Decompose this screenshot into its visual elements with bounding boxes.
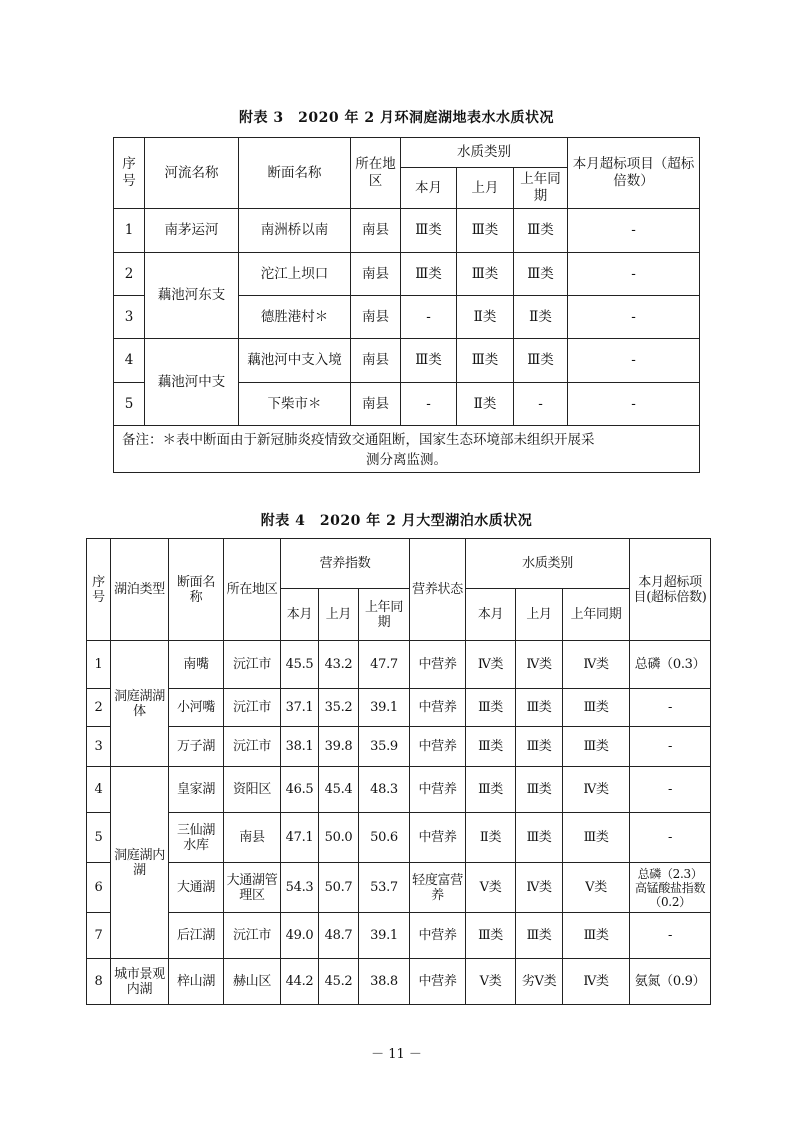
t4-cell-region: 资阳区 [224, 767, 281, 813]
t4-cell-wq-yoy: Ⅲ类 [563, 813, 630, 863]
t4-cell-section: 小河嘴 [169, 689, 224, 727]
t3-cell-prev: Ⅱ类 [457, 383, 514, 426]
t3-cell-cur: - [401, 296, 457, 339]
t4-cell-state: 中营养 [410, 913, 466, 959]
t4-header-tsi: 营养指数 [281, 539, 410, 589]
t3-cell-river: 藕池河中支 [145, 339, 239, 426]
t4-cell-tsi-cur: 54.3 [281, 863, 319, 913]
t3-cell-yoy: Ⅲ类 [514, 253, 568, 296]
t4-cell-wq-cur: Ⅲ类 [466, 913, 516, 959]
t4-cell-tsi-yoy: 53.7 [359, 863, 410, 913]
t4-cell-tsi-cur: 46.5 [281, 767, 319, 813]
t4-cell-state: 中营养 [410, 959, 466, 1005]
t3-cell-region: 南县 [351, 296, 401, 339]
t4-header-wq-prev: 上月 [516, 589, 563, 641]
t4-cell-wq-prev: Ⅲ类 [516, 913, 563, 959]
table-row [114, 253, 700, 296]
t4-header-section: 断面名称 [169, 539, 224, 641]
t4-cell-wq-cur: Ⅲ类 [466, 689, 516, 727]
t4-cell-tsi-yoy: 39.1 [359, 689, 410, 727]
t3-header-region: 所在地区 [351, 138, 401, 209]
t4-cell-tsi-prev: 45.4 [319, 767, 359, 813]
t4-cell-tsi-yoy: 39.1 [359, 913, 410, 959]
table3-title: 附表 3 2020 年 2 月环洞庭湖地表水水质状况 [239, 110, 554, 126]
t3-cell-seq: 3 [114, 296, 145, 339]
t3-cell-section: 沱江上坝口 [239, 253, 351, 296]
t3-cell-section: 南洲桥以南 [239, 209, 351, 253]
t3-cell-yoy: - [514, 383, 568, 426]
t4-cell-tsi-yoy: 35.9 [359, 727, 410, 767]
page-number: － 11 － [371, 1047, 422, 1062]
t3-cell-yoy: Ⅲ类 [514, 209, 568, 253]
table-row [87, 727, 711, 767]
t4-cell-section: 梓山湖 [169, 959, 224, 1005]
t4-cell-exceed: 总磷（2.3）高锰酸盐指数（0.2） [630, 863, 711, 913]
t4-cell-tsi-prev: 43.2 [319, 641, 359, 689]
table-row [87, 863, 711, 913]
t4-cell-section: 万子湖 [169, 727, 224, 767]
t4-header-state: 营养状态 [410, 539, 466, 641]
t4-cell-tsi-prev: 48.7 [319, 913, 359, 959]
t3-cell-cur: Ⅲ类 [401, 339, 457, 383]
t3-cell-cur: Ⅲ类 [401, 209, 457, 253]
t3-cell-prev: Ⅱ类 [457, 296, 514, 339]
t3-cell-region: 南县 [351, 253, 401, 296]
t3-cell-exceed: - [568, 253, 700, 296]
table4-title: 附表 4 2020 年 2 月大型湖泊水质状况 [260, 513, 533, 529]
t3-cell-section: 下柴市＊ [239, 383, 351, 426]
t4-cell-seq: 7 [87, 913, 111, 959]
t4-cell-state: 轻度富营养 [410, 863, 466, 913]
t4-cell-wq-cur: Ⅴ类 [466, 863, 516, 913]
table-row [114, 209, 700, 253]
t3-cell-prev: Ⅲ类 [457, 209, 514, 253]
t4-header-wq-cur: 本月 [466, 589, 516, 641]
t4-cell-wq-yoy: Ⅳ类 [563, 641, 630, 689]
t4-cell-exceed: - [630, 689, 711, 727]
t4-header-region: 所在地区 [224, 539, 281, 641]
t3-header-seq: 序号 [114, 138, 145, 209]
t4-cell-type: 城市景观内湖 [111, 959, 169, 1005]
t4-cell-seq: 6 [87, 863, 111, 913]
t4-cell-state: 中营养 [410, 689, 466, 727]
t4-header-tsi-prev: 上月 [319, 589, 359, 641]
t4-cell-tsi-prev: 39.8 [319, 727, 359, 767]
t4-cell-exceed: 氨氮（0.9） [630, 959, 711, 1005]
t4-cell-tsi-cur: 44.2 [281, 959, 319, 1005]
t3-cell-exceed: - [568, 383, 700, 426]
t4-cell-seq: 1 [87, 641, 111, 689]
t4-cell-wq-prev: Ⅲ类 [516, 767, 563, 813]
t4-header-exceed: 本月超标项目(超标倍数) [630, 539, 711, 641]
t3-cell-seq: 4 [114, 339, 145, 383]
table-row [87, 767, 711, 813]
t3-cell-prev: Ⅲ类 [457, 339, 514, 383]
t4-cell-wq-cur: Ⅲ类 [466, 767, 516, 813]
t3-cell-seq: 2 [114, 253, 145, 296]
t4-cell-wq-yoy: Ⅲ类 [563, 913, 630, 959]
t4-header-wq: 水质类别 [466, 539, 630, 589]
t4-header-tsi-cur: 本月 [281, 589, 319, 641]
t3-cell-seq: 5 [114, 383, 145, 426]
t4-cell-tsi-cur: 37.1 [281, 689, 319, 727]
t4-cell-state: 中营养 [410, 813, 466, 863]
t4-cell-tsi-cur: 47.1 [281, 813, 319, 863]
t3-header-prev: 上月 [457, 168, 514, 209]
t3-cell-section: 德胜港村＊ [239, 296, 351, 339]
t4-cell-wq-prev: Ⅲ类 [516, 727, 563, 767]
t3-cell-exceed: - [568, 209, 700, 253]
table-row [87, 813, 711, 863]
t3-header-river: 河流名称 [145, 138, 239, 209]
t4-header-seq: 序号 [87, 539, 111, 641]
t3-note-line1: 备注：＊表中断面由于新冠肺炎疫情致交通阻断，国家生态环境部未组织开展采 [122, 432, 595, 448]
t4-cell-tsi-yoy: 50.6 [359, 813, 410, 863]
t4-cell-region: 大通湖管理区 [224, 863, 281, 913]
t4-cell-tsi-cur: 45.5 [281, 641, 319, 689]
t4-cell-wq-yoy: Ⅴ类 [563, 863, 630, 913]
t3-cell-river: 南茅运河 [145, 209, 239, 253]
t3-header-cur: 本月 [401, 168, 457, 209]
t4-cell-wq-prev: Ⅳ类 [516, 641, 563, 689]
t4-cell-tsi-yoy: 48.3 [359, 767, 410, 813]
t4-cell-section: 南嘴 [169, 641, 224, 689]
t4-cell-tsi-prev: 50.0 [319, 813, 359, 863]
t4-cell-section: 后江湖 [169, 913, 224, 959]
t4-cell-wq-prev: Ⅲ类 [516, 689, 563, 727]
table-row [87, 641, 711, 689]
t4-cell-wq-cur: Ⅴ类 [466, 959, 516, 1005]
t3-header-yoy: 上年同期 [514, 168, 568, 209]
t3-cell-yoy: Ⅲ类 [514, 339, 568, 383]
t4-cell-type: 洞庭湖内湖 [111, 767, 169, 959]
t4-cell-seq: 3 [87, 727, 111, 767]
t4-cell-state: 中营养 [410, 727, 466, 767]
table-row [87, 959, 711, 1005]
t4-cell-exceed: 总磷（0.3） [630, 641, 711, 689]
t4-cell-tsi-cur: 38.1 [281, 727, 319, 767]
t4-cell-wq-yoy: Ⅲ类 [563, 727, 630, 767]
t4-cell-state: 中营养 [410, 641, 466, 689]
t4-cell-section: 大通湖 [169, 863, 224, 913]
t3-cell-yoy: Ⅱ类 [514, 296, 568, 339]
t3-note-line2: 测分离监测。 [366, 452, 448, 468]
t3-cell-exceed: - [568, 339, 700, 383]
t4-cell-region: 沅江市 [224, 689, 281, 727]
t4-cell-exceed: - [630, 913, 711, 959]
t4-cell-section: 皇家湖 [169, 767, 224, 813]
t3-cell-prev: Ⅲ类 [457, 253, 514, 296]
t4-cell-wq-cur: Ⅱ类 [466, 813, 516, 863]
t4-cell-wq-prev: 劣Ⅴ类 [516, 959, 563, 1005]
t4-cell-tsi-prev: 50.7 [319, 863, 359, 913]
t4-cell-region: 沅江市 [224, 641, 281, 689]
t4-cell-exceed: - [630, 813, 711, 863]
t3-cell-region: 南县 [351, 383, 401, 426]
t4-cell-wq-yoy: Ⅲ类 [563, 689, 630, 727]
t4-cell-wq-cur: Ⅳ类 [466, 641, 516, 689]
t3-cell-region: 南县 [351, 209, 401, 253]
t3-cell-river: 藕池河东支 [145, 253, 239, 339]
table3 [113, 137, 700, 473]
t3-cell-exceed: - [568, 296, 700, 339]
t4-cell-tsi-yoy: 47.7 [359, 641, 410, 689]
t4-cell-type: 洞庭湖湖体 [111, 641, 169, 767]
t4-cell-wq-yoy: Ⅳ类 [563, 959, 630, 1005]
table4 [86, 538, 711, 1005]
t4-cell-section: 三仙湖水库 [169, 813, 224, 863]
t4-cell-seq: 8 [87, 959, 111, 1005]
t4-cell-region: 沅江市 [224, 727, 281, 767]
t4-cell-wq-cur: Ⅲ类 [466, 727, 516, 767]
t4-header-wq-yoy: 上年同期 [563, 589, 630, 641]
table-row [87, 913, 711, 959]
t4-cell-wq-yoy: Ⅳ类 [563, 767, 630, 813]
t3-cell-cur: Ⅲ类 [401, 253, 457, 296]
t3-header-section: 断面名称 [239, 138, 351, 209]
t4-cell-tsi-prev: 45.2 [319, 959, 359, 1005]
t4-header-type: 湖泊类型 [111, 539, 169, 641]
t3-cell-region: 南县 [351, 339, 401, 383]
t4-cell-seq: 4 [87, 767, 111, 813]
t3-header-wq: 水质类别 [401, 138, 568, 168]
t3-cell-section: 藕池河中支入境 [239, 339, 351, 383]
t4-cell-state: 中营养 [410, 767, 466, 813]
t3-note [114, 426, 700, 473]
t3-cell-seq: 1 [114, 209, 145, 253]
t4-cell-tsi-cur: 49.0 [281, 913, 319, 959]
t4-cell-tsi-prev: 35.2 [319, 689, 359, 727]
t4-cell-seq: 2 [87, 689, 111, 727]
t4-cell-wq-prev: Ⅲ类 [516, 813, 563, 863]
t4-cell-exceed: - [630, 727, 711, 767]
t3-cell-cur: - [401, 383, 457, 426]
t4-cell-seq: 5 [87, 813, 111, 863]
t4-cell-region: 沅江市 [224, 913, 281, 959]
t4-header-tsi-yoy: 上年同期 [359, 589, 410, 641]
t4-cell-exceed: - [630, 767, 711, 813]
t3-header-exceed: 本月超标项目（超标倍数） [568, 138, 700, 209]
t4-cell-region: 南县 [224, 813, 281, 863]
table-row [114, 339, 700, 383]
t4-cell-wq-prev: Ⅳ类 [516, 863, 563, 913]
table-row [87, 689, 711, 727]
t4-cell-tsi-yoy: 38.8 [359, 959, 410, 1005]
t4-cell-region: 赫山区 [224, 959, 281, 1005]
